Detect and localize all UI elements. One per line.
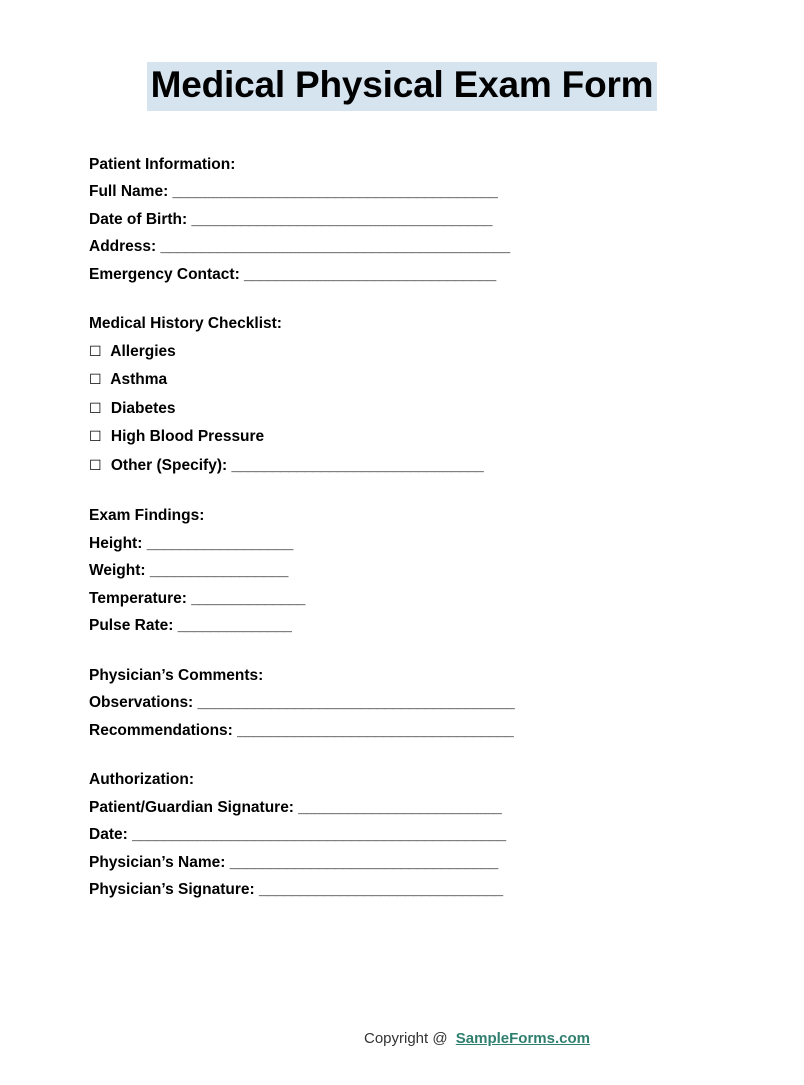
field-emergency-contact <box>89 261 744 289</box>
field-blank-line[interactable]: __________________________________ <box>237 721 514 739</box>
field-temperature <box>89 585 744 613</box>
field-blank-line[interactable]: ______________ <box>191 589 305 607</box>
field-blank-line[interactable]: _________________________________ <box>229 853 498 871</box>
section-patient-information <box>89 151 744 289</box>
checkbox-label: Diabetes <box>110 399 176 417</box>
checkbox-row-diabetes[interactable] <box>89 395 744 424</box>
title-container <box>0 62 804 111</box>
field-blank-line[interactable]: _____________________________________ <box>191 210 492 228</box>
checkbox-icon[interactable]: ☐ <box>89 429 102 446</box>
field-label: Pulse Rate: <box>89 617 174 635</box>
field-label: Patient/Guardian Signature: <box>89 798 294 816</box>
field-blank-line[interactable]: _________________ <box>149 562 288 580</box>
field-blank-line[interactable]: __________________ <box>146 534 293 552</box>
field-address <box>89 233 744 261</box>
field-blank-line[interactable]: _________________________ <box>298 798 502 816</box>
footer <box>0 1030 804 1047</box>
field-label: Temperature: <box>89 589 187 607</box>
field-label: Emergency Contact: <box>89 265 240 283</box>
field-blank-line[interactable]: ______________________________ <box>258 881 503 899</box>
field-label: Recommendations: <box>89 721 233 739</box>
field-physician-signature <box>89 876 744 904</box>
field-label: Address: <box>89 238 157 256</box>
checkbox-row-other[interactable] <box>89 452 744 481</box>
field-blank-line[interactable]: ___________________________________________ <box>160 238 510 256</box>
checkbox-label: Allergies <box>110 342 176 360</box>
field-recommendations <box>89 717 744 745</box>
field-label: Observations: <box>89 694 194 712</box>
field-label: Height: <box>89 534 143 552</box>
field-label: Date: <box>89 826 128 844</box>
field-label: Weight: <box>89 562 146 580</box>
field-blank-line[interactable]: ______________________________________________ <box>132 826 506 844</box>
brand-link[interactable]: SampleForms.com <box>455 1030 590 1047</box>
field-height <box>89 530 744 558</box>
field-blank-line[interactable]: _______________________________ <box>231 456 484 474</box>
copyright-text: Copyright @ <box>364 1030 448 1047</box>
section-heading: Authorization: <box>89 771 195 789</box>
section-heading: Patient Information: <box>89 155 236 173</box>
checkbox-icon[interactable]: ☐ <box>89 457 102 474</box>
field-pulse-rate <box>89 612 744 640</box>
checkbox-label: Asthma <box>110 371 168 389</box>
checkbox-row-asthma[interactable] <box>89 366 744 395</box>
checkbox-label: High Blood Pressure <box>110 428 265 446</box>
field-date <box>89 821 744 849</box>
section-heading: Medical History Checklist: <box>89 315 282 333</box>
section-exam-findings <box>89 502 744 640</box>
section-physician-comments <box>89 662 744 745</box>
document-page <box>0 62 804 1085</box>
form-body <box>0 151 804 904</box>
field-observations <box>89 689 744 717</box>
field-weight <box>89 557 744 585</box>
section-medical-history <box>89 310 744 480</box>
checkbox-label: Other (Specify): <box>110 456 228 474</box>
field-label: Physician’s Signature: <box>89 881 255 899</box>
field-blank-line[interactable]: _______________________________ <box>244 265 496 283</box>
field-blank-line[interactable]: _______________________________________ <box>197 694 515 712</box>
field-label: Physician’s Name: <box>89 853 226 871</box>
section-authorization <box>89 766 744 904</box>
checkbox-row-allergies[interactable] <box>89 338 744 367</box>
field-patient-guardian-signature <box>89 794 744 822</box>
section-heading: Exam Findings: <box>89 507 205 525</box>
checkbox-row-high-blood-pressure[interactable] <box>89 423 744 452</box>
checkbox-icon[interactable]: ☐ <box>89 372 102 389</box>
field-blank-line[interactable]: ______________ <box>177 617 292 635</box>
checkbox-icon[interactable]: ☐ <box>89 400 102 417</box>
field-physician-name <box>89 849 744 877</box>
page-title: Medical Physical Exam Form <box>147 62 658 111</box>
field-date-of-birth <box>89 206 744 234</box>
field-label: Full Name: <box>89 183 169 201</box>
field-blank-line[interactable]: ________________________________________ <box>172 183 498 201</box>
section-heading: Physician’s Comments: <box>89 666 264 684</box>
field-label: Date of Birth: <box>89 210 188 228</box>
field-full-name <box>89 178 744 206</box>
checkbox-icon[interactable]: ☐ <box>89 343 102 360</box>
